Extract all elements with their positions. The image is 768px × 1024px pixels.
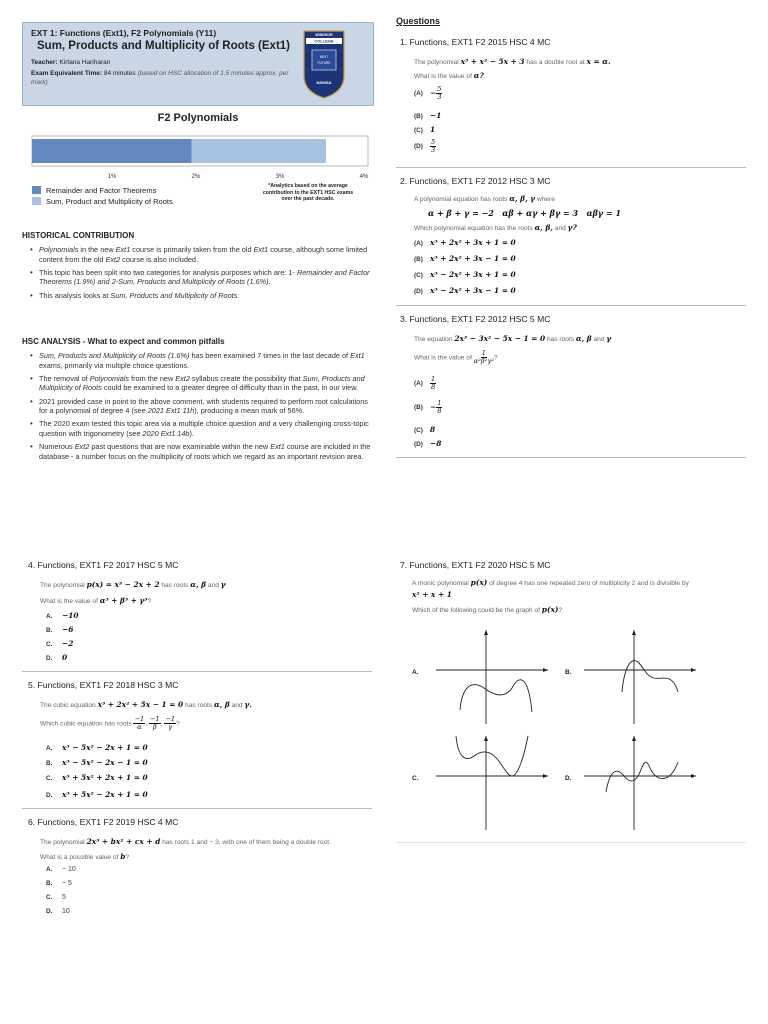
bar-sum-product-roots <box>192 139 326 163</box>
q1-option-b[interactable]: (B) −1 <box>414 111 442 120</box>
q2-option-d[interactable]: (D) x³ − 2x² + 3x − 1 = 0 <box>414 286 516 295</box>
divider <box>396 842 746 843</box>
q3-title: 3. Functions, EXT1 F2 2012 HSC 5 MC <box>400 314 551 324</box>
page-title: Sum, Products and Multiplicity of Roots (Ext1) <box>37 40 291 52</box>
svg-text:FUTURE: FUTURE <box>317 61 331 65</box>
q6-prompt: The polynomial 2x³ + bx² + cx + d has roots 1 and − 3, with one of them being a double root. <box>40 837 331 846</box>
divider <box>396 167 746 168</box>
bar-remainder-factor <box>32 139 192 163</box>
legend-swatch <box>32 197 41 205</box>
q4-option-c[interactable]: C. −2 <box>46 639 74 648</box>
q3-option-d[interactable]: (D) −8 <box>414 439 442 448</box>
q5-option-b[interactable]: B. x³ − 5x² − 2x − 1 = 0 <box>46 758 148 767</box>
q4-prompt: The polynomial p(x) = x³ − 2x + 2 has roots α, β and γ <box>40 580 226 589</box>
q7-graph-c-label: C. <box>412 775 419 782</box>
q2-option-b[interactable]: (B) x³ + 2x² + 3x − 1 = 0 <box>414 254 516 263</box>
q7-graph-a[interactable] <box>432 626 552 726</box>
q3-question: What is the value of $\frac{1}{\text{α²β²γ²}}$ ? <box>414 349 498 365</box>
q6-option-c[interactable]: C. 5 <box>46 894 66 901</box>
q5-prompt: The cubic equation x³ + 2x² + 5x − 1 = 0 has roots α, β and γ. <box>40 700 252 709</box>
analysis-heading: HSC ANALYSIS - What to expect and common pitfalls <box>22 337 225 346</box>
q2-option-c[interactable]: (C) x³ − 2x² + 3x + 1 = 0 <box>414 270 516 279</box>
q5-question: Which cubic equation has roots $\frac{-1}{\alpha}$ , $\frac{-1}{\beta}$ , $\frac{-1}{\gamma}$ ? <box>40 715 180 731</box>
q7-graph-c[interactable] <box>432 732 552 832</box>
q4-option-d[interactable]: D. 0 <box>46 653 68 662</box>
list-item: • Sum, Products and Multiplicity of Roots (1.6%) has been examined 7 times in the last decade of Ext1 exams, primarily via multiple choice questions. <box>22 351 372 370</box>
divider <box>22 671 372 672</box>
teacher-line: Teacher: Kirtana Hariharan <box>31 59 111 66</box>
q6-option-d[interactable]: D. 10 <box>46 908 70 915</box>
svg-text:NSWSA: NSWSA <box>316 80 332 85</box>
list-item: • This analysis looks at Sum, Products and Multiplicity of Roots. <box>22 291 372 301</box>
q4-option-b[interactable]: B. −6 <box>46 625 74 634</box>
svg-text:WINDSOR: WINDSOR <box>315 33 333 37</box>
q6-title: 6. Functions, EXT1 F2 2019 HSC 4 MC <box>28 817 179 827</box>
q7-graph-d[interactable] <box>580 732 700 832</box>
historical-heading: HISTORICAL CONTRIBUTION <box>22 231 135 240</box>
q1-option-a[interactable]: (A) − $\frac{5}{3}$ <box>414 85 442 101</box>
q6-option-b[interactable]: B. − 5 <box>46 880 72 887</box>
q6-option-a[interactable]: A. − 10 <box>46 866 76 873</box>
q5-title: 5. Functions, EXT1 F2 2018 HSC 3 MC <box>28 680 179 690</box>
chart-legend <box>32 185 173 207</box>
q3-prompt: The equation 2x³ − 3x² − 5x − 1 = 0 has roots α, β and γ <box>414 334 612 343</box>
svg-text:NEXT: NEXT <box>319 55 329 59</box>
legend-swatch <box>32 186 41 194</box>
x-tick-label: 2% <box>191 174 201 180</box>
q3-option-b[interactable]: (B) − $\frac{1}{8}$ <box>414 399 442 415</box>
q7-divisor: x² + x + 1 <box>412 590 452 599</box>
list-item: • This topic has been split into two categories for analysis purposes which are: 1- Remainder and Factor Theorems (1.9%) and 2-Sum, Products and Multiplicity of Roots (1.6%). <box>22 268 372 287</box>
q4-question: What is the value of α³ + β³ + γ³? <box>40 596 152 605</box>
svg-text:COLLEGE: COLLEGE <box>314 38 334 44</box>
analysis-list <box>22 351 372 465</box>
q5-option-c[interactable]: C. x³ + 5x² + 2x + 1 = 0 <box>46 773 148 782</box>
q2-title: 2. Functions, EXT1 F2 2012 HSC 3 MC <box>400 176 551 186</box>
list-item: • 2021 provided case in point to the above comment, with students required to perform root calculations for a polynomial of degree 4 (see 2021 Ext1 11h), producing a mean mark of 56%. <box>22 397 372 416</box>
divider <box>396 305 746 306</box>
q2-question: Which polynomial equation has the roots α, β, and γ? <box>414 223 577 232</box>
chart-title: F2 Polynomials <box>157 112 239 124</box>
header-box <box>22 22 374 106</box>
list-item: • The removal of Polynomials from the new Ext2 syllabus create the possibility that Sum, Products and Multiplicity of Roots could be examined to a greater degree of difficulty than in the past, in our view. <box>22 374 372 393</box>
q4-title: 4. Functions, EXT1 F2 2017 HSC 5 MC <box>28 560 179 570</box>
historical-list <box>22 245 372 304</box>
college-crest-logo <box>301 28 347 100</box>
divider <box>396 457 746 458</box>
list-item: • The 2020 exam tested this topic area via a multiple choice question and a very challenging cross-topic question with trigonometry (see 2020 Ext1 14b). <box>22 419 372 438</box>
x-tick-label: 3% <box>275 174 285 180</box>
q3-option-c[interactable]: (C) 8 <box>414 425 436 434</box>
q1-option-c[interactable]: (C) 1 <box>414 125 436 134</box>
q2-prompt: A polynomial equation has roots α, β, γ where <box>414 194 555 203</box>
q6-question: What is a possible value of b? <box>40 852 130 861</box>
q7-graph-b-label: B. <box>565 669 572 676</box>
q2-option-a[interactable]: (A) x³ + 2x² + 3x + 1 = 0 <box>414 238 516 247</box>
list-item: • Polynomials in the new Ext1 course is primarily taken from the old Ext1 course, although some limited content from the old Ext2 course is also included. <box>22 245 372 264</box>
q3-option-a[interactable]: (A) $\frac{1}{8}$ <box>414 375 436 391</box>
q1-prompt: The polynomial x³ + x² − 5x + 3 has a double root at x = α. <box>414 57 611 66</box>
list-item: • Numerous Ext2 past questions that are now examinable within the new Ext1 course are included in the database - a number focus on the multiplicity of roots which we regard as an important revision area. <box>22 442 372 461</box>
q5-option-a[interactable]: A. x³ − 5x² − 2x + 1 = 0 <box>46 743 148 752</box>
questions-heading: Questions <box>396 16 441 26</box>
q7-question: Which of the following could be the graph of p(x)? <box>412 605 563 614</box>
exam-time-note: mark) <box>31 79 48 86</box>
exam-time-line: Exam Equivalent Time: 84 minutes (based on HSC allocation of 1.5 minutes approx. per <box>31 70 289 77</box>
q4-option-a[interactable]: A. −10 <box>46 611 79 620</box>
divider <box>22 808 372 809</box>
q1-option-d[interactable]: (D) $\frac{5}{3}$ <box>414 138 436 154</box>
q7-prompt: A monic polynomial p(x) of degree 4 has one repeated zero of multiplicity 2 and is divisible by <box>412 578 689 587</box>
course-kicker: EXT 1: Functions (Ext1), F2 Polynomials (Y11) <box>31 28 217 38</box>
q1-title: 1. Functions, EXT1 F2 2015 HSC 4 MC <box>400 37 551 47</box>
legend-item-sum-product: Sum, Product and Multiplicity of Roots <box>32 196 173 207</box>
x-tick-label: 1% <box>107 174 117 180</box>
q7-graph-b[interactable] <box>580 626 700 726</box>
q7-title: 7. Functions, EXT1 F2 2020 HSC 5 MC <box>400 560 551 570</box>
chart-note: *Analytics based on the average contribution to the EXT1 HSC exams over the past decade. <box>262 183 354 202</box>
q5-option-d[interactable]: D. x³ + 5x² − 2x + 1 = 0 <box>46 790 148 799</box>
q7-graph-a-label: A. <box>412 669 419 676</box>
q1-question: What is the value of α? <box>414 71 484 80</box>
x-tick-label: 4% <box>359 174 369 180</box>
legend-item-remainder: Remainder and Factor Theorems <box>32 185 173 196</box>
q7-graph-d-label: D. <box>565 775 572 782</box>
q2-root-relations: α + β + γ = −2 αβ + αγ + βγ = 3 αβγ = 1 <box>428 208 622 218</box>
